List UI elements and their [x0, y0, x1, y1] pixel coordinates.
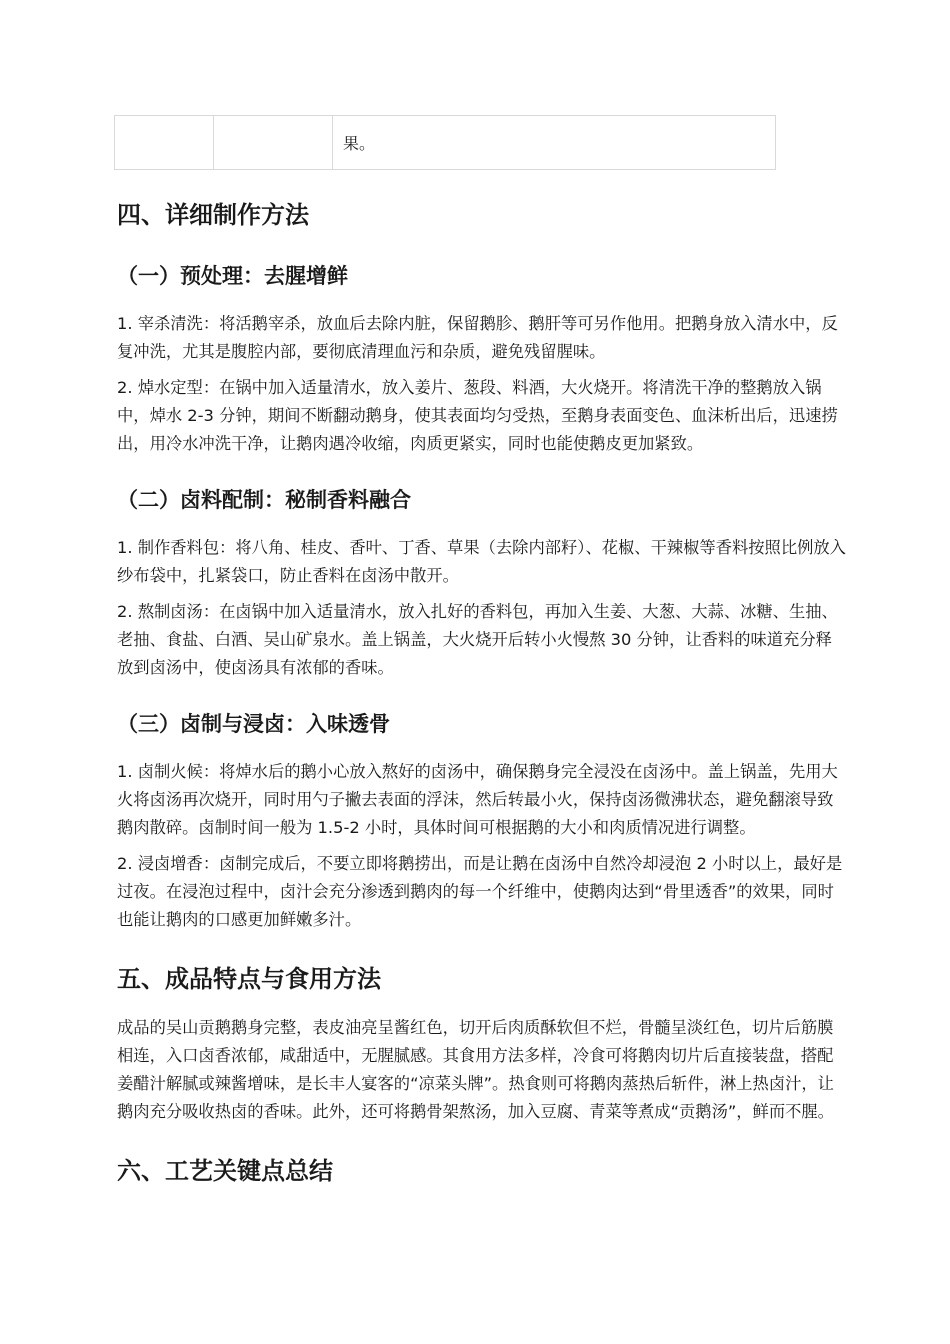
section-heading-5: 五、成品特点与食用方法 [117, 965, 381, 993]
table-row [115, 116, 776, 170]
section-heading-4: 四、详细制作方法 [117, 201, 309, 229]
document-body [117, 194, 847, 1192]
paragraph: 成品的吴山贡鹅鹅身完整，表皮油亮呈酱红色，切开后肉质酥软但不烂，骨髓呈淡红色，切片后筋膜相连，入口卤香浓郁，咸甜适中，无腥腻感。其食用方法多样，冷食可将鹅肉切片后直接装盘，搭配姜醋汁解腻或辣酱增味，是长丰人宴客的“凉菜头牌”。热食则可将鹅肉蒸热后斩件，淋上热卤汁，让鹅肉充分吸收热卤的香味。此外，还可将鹅骨架熬汤，加入豆腐、青菜等煮成“贡鹅汤”，鲜而不腥。 [117, 1018, 834, 1121]
paragraph: 2. 焯水定型：在锅中加入适量清水，放入姜片、葱段、料酒，大火烧开。将清洗干净的整鹅放入锅中，焯水 2-3 分钟，期间不断翻动鹅身，使其表面均匀受热，至鹅身表面变色、血沫析出后，迅速捞出，用冷水冲洗干净，让鹅肉遇冷收缩，肉质更紧实，同时也能使鹅皮更加紧致。 [117, 378, 838, 453]
table-cell [115, 116, 214, 170]
section-heading-6: 六、工艺关键点总结 [117, 1157, 333, 1185]
subsection-heading-4-1: （一）预处理：去腥增鲜 [117, 264, 348, 288]
table-fragment [114, 115, 776, 170]
subsection-heading-4-3: （三）卤制与浸卤：入味透骨 [117, 712, 390, 736]
table-cell: 果。 [333, 116, 776, 170]
paragraph: 1. 宰杀清洗：将活鹅宰杀，放血后去除内脏，保留鹅胗、鹅肝等可另作他用。把鹅身放入清水中，反复冲洗，尤其是腹腔内部，要彻底清理血污和杂质，避免残留腥味。 [117, 314, 838, 361]
paragraph: 2. 熬制卤汤：在卤锅中加入适量清水，放入扎好的香料包，再加入生姜、大葱、大蒜、冰糖、生抽、老抽、食盐、白酒、吴山矿泉水。盖上锅盖，大火烧开后转小火慢熬 30 分钟，让香料的味道充分释放到卤汤中，使卤汤具有浓郁的香味。 [117, 602, 838, 677]
table-cell [214, 116, 333, 170]
subsection-heading-4-2: （二）卤料配制：秘制香料融合 [117, 488, 411, 512]
paragraph: 1. 卤制火候：将焯水后的鹅小心放入熬好的卤汤中，确保鹅身完全浸没在卤汤中。盖上锅盖，先用大火将卤汤再次烧开，同时用勺子撇去表面的浮沫，然后转最小火，保持卤汤微沸状态，避免翻滚导致鹅肉散碎。卤制时间一般为 1.5-2 小时，具体时间可根据鹅的大小和肉质情况进行调整。 [117, 762, 838, 837]
paragraph: 1. 制作香料包：将八角、桂皮、香叶、丁香、草果（去除内部籽）、花椒、干辣椒等香料按照比例放入纱布袋中，扎紧袋口，防止香料在卤汤中散开。 [117, 538, 846, 585]
paragraph: 2. 浸卤增香：卤制完成后，不要立即将鹅捞出，而是让鹅在卤汤中自然冷却浸泡 2 小时以上，最好是过夜。在浸泡过程中，卤汁会充分渗透到鹅肉的每一个纤维中，使鹅肉达到“骨里透香”的效果，同时也能让鹅肉的口感更加鲜嫩多汁。 [117, 854, 843, 929]
